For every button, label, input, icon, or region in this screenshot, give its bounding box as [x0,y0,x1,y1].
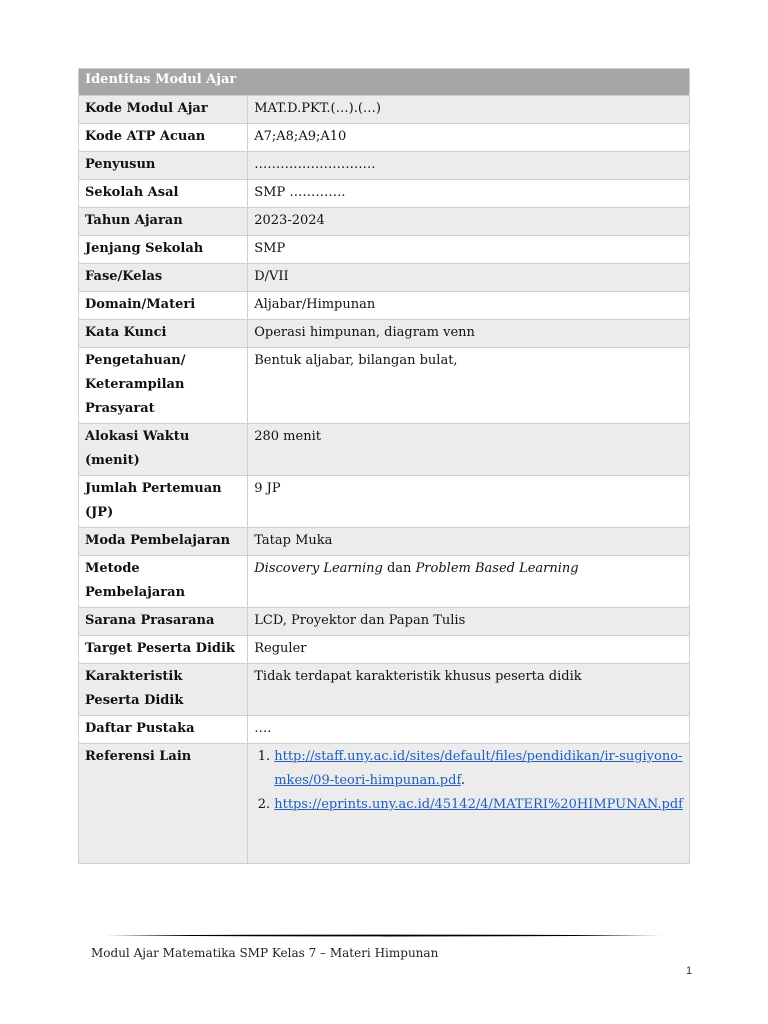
method-pbl: Problem Based Learning [415,561,579,576]
table-row [79,208,690,236]
row-value: 2023-2024 [248,208,690,236]
table-row [79,96,690,124]
table-row [79,424,690,476]
page-number: 1 [686,965,693,977]
row-value: D/VII [248,264,690,292]
footer-text: Modul Ajar Matematika SMP Kelas 7 – Materi Himpunan [91,946,439,960]
table-header: Identitas Modul Ajar [79,69,690,96]
row-label: Referensi Lain [79,744,248,864]
row-label: Moda Pembelajaran [79,528,248,556]
row-label: Alokasi Waktu (menit) [79,424,248,476]
module-identity-table [78,68,690,864]
row-value: A7;A8;A9;A10 [248,124,690,152]
row-label: Tahun Ajaran [79,208,248,236]
row-label: Target Peserta Didik [79,636,248,664]
reference-list [254,745,683,817]
table-row [79,556,690,608]
row-value: SMP …………. [248,180,690,208]
table-row [79,744,690,864]
reference-suffix: . [460,773,465,788]
row-label: Penyusun [79,152,248,180]
row-label: Daftar Pustaka [79,716,248,744]
row-value: ………………………. [248,152,690,180]
row-label: Kode Modul Ajar [79,96,248,124]
row-label: Kode ATP Acuan [79,124,248,152]
table-row [79,528,690,556]
row-label: Jenjang Sekolah [79,236,248,264]
table-header-row [79,69,690,96]
row-value: Reguler [248,636,690,664]
method-connector: dan [382,561,416,576]
row-label: Sekolah Asal [79,180,248,208]
row-value: SMP [248,236,690,264]
table-row [79,320,690,348]
table-row [79,348,690,424]
row-value: 9 JP [248,476,690,528]
table-row [79,636,690,664]
table-row [79,264,690,292]
table-row [79,608,690,636]
row-value: MAT.D.PKT.(…).(…) [248,96,690,124]
row-value: LCD, Proyektor dan Papan Tulis [248,608,690,636]
reference-item [274,745,683,793]
row-value [248,744,690,864]
table-row [79,124,690,152]
method-discovery: Discovery Learning [254,561,383,576]
row-label: Jumlah Pertemuan (JP) [79,476,248,528]
row-label: Domain/Materi [79,292,248,320]
row-label: Fase/Kelas [79,264,248,292]
row-label: Karakteristik Peserta Didik [79,664,248,716]
row-label: Pengetahuan/ Keterampilan Prasyarat [79,348,248,424]
table-row [79,152,690,180]
table-row [79,716,690,744]
row-label: Kata Kunci [79,320,248,348]
row-value [248,556,690,608]
table-row [79,664,690,716]
row-value: 280 menit [248,424,690,476]
reference-link-1[interactable]: http://staff.uny.ac.id/sites/default/files/pendidikan/ir-sugiyono-mkes/09-teori-himpunan.pdf [274,749,683,788]
row-value: Operasi himpunan, diagram venn [248,320,690,348]
row-value: Aljabar/Himpunan [248,292,690,320]
row-value: Bentuk aljabar, bilangan bulat, [248,348,690,424]
row-value: Tidak terdapat karakteristik khusus peserta didik [248,664,690,716]
reference-link-2[interactable]: https://eprints.uny.ac.id/45142/4/MATERI%20HIMPUNAN.pdf [274,797,683,812]
table-row [79,236,690,264]
row-value: Tatap Muka [248,528,690,556]
row-value: …. [248,716,690,744]
row-label: Sarana Prasarana [79,608,248,636]
table-row [79,180,690,208]
row-label: Metode Pembelajaran [79,556,248,608]
table-row [79,476,690,528]
table-row [79,292,690,320]
reference-item [274,793,683,817]
footer-divider [106,934,662,937]
